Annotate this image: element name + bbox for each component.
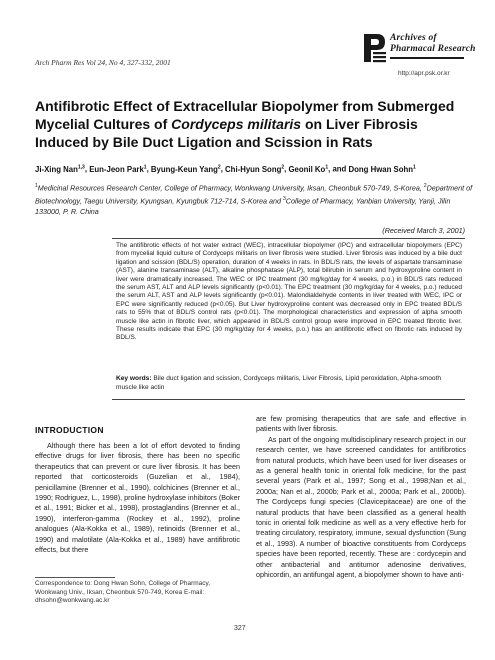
author-3: Byung-Keun Yang$^2$ — [150, 164, 221, 174]
footnote-divider — [35, 577, 115, 578]
affiliations: $^1$Medicinal Resources Research Center, College of Pharmacy, Wonkwang University, Iksan, Cheonbuk 570-749, S-Korea, $^2$Department of Biotechnology, Taegu University, Kyungsan, Kyungbuk 712-714, S-Korea and $^3$College of Pharmacy, Yanbian University, Yanji, Jilin 133000, P. R. China — [35, 183, 473, 216]
section-heading-introduction: INTRODUCTION — [35, 425, 104, 435]
author-5: Geonil Ko$^1$ — [288, 164, 329, 174]
intro-left-column: Although there has been a lot of effort devoted to finding effective drugs for liver fibrosis, there has been no specific therapeutics that can prevent or cure liver fibrosis. It has been reported that corticosteroids (Guzelian et al., 1984), penicillamine (Brenner et al., 1990), colchicines (Brenner et al., 1990; Rodriguez, L., 1998), proline hydroxylase inhibitors (Boker et al., 1991; Bicker et al., 1998), prostaglandins (Brenner et al., 1990), interferon-gamma (Rockey et al., 1992), proline analogues (Ala-Kokka et al., 1989), retinoids (Brenner et al., 1990) and malotilate (Ala-Kokka et al., 1989) have antifibrotic effects, but there — [35, 441, 240, 555]
abstract-text: The antifibrotic effects of hot water extract (WEC), intracellular biopolymer (IPC) and extracellular biopolymers (EPC) from mycelial liquid culture of Cordyceps militaris on liver fibrosis were studied. Liver fibrosis was induced by a bile duct ligation and scission (BDL/S) operation, duration of 4 weeks in rats. In BDL/S rats, the levels of aspartate transaminase (AST), alanine transaminase (ALT), alkaline phosphatase (ALP), total bilirubin in serum and hydroxyproline content in liver were dramatically increased. The WEC or IPC treatment (30 mg/kg/day for 4 weeks, p.o.) in BDL/S rats reduced the serum AST, ALT and ALP levels significantly (p<0.01). The EPC treatment (30 mg/kg/day for 4 weeks, p.o.) reduced the serum ALT, AST and ALP levels significantly (p<0.01). Malondialdehyde contents in liver treated with WEC, IPC or EPC were significantly reduced (p<0.05). But Liver hydroxyproline content was decreased only in EPC treated BDL/S rats to 55% that of BDL/S control rats (p<0.01). The morphological characteristics and expression of alpha smooth muscle like actin in fibrotic liver, which appeared in BDL/S control group were improved in EPC treated fibrotic liver. These results indicate that EPC (30 mg/kg/day for 4 weeks, p.o.) has an antifibrotic effect on fibrotic rats induced by BDL/S. — [116, 242, 462, 342]
author-1: Ji-Xing Nan$^{1,3}$ — [35, 164, 85, 174]
author-4: Chi-Hyun Song$^2$ — [225, 164, 285, 174]
intro-paragraph-1: are few promising therapeutics that are safe and effective in patients with liver fibrosis. — [256, 414, 466, 434]
received-date: (Received March 3, 2001) — [382, 226, 465, 235]
author-6: Dong Hwan Sohn$^1$ — [348, 164, 416, 174]
journal-url: http://apr.psk.or.kr — [398, 70, 450, 77]
journal-logo — [360, 32, 476, 66]
author-2: Eun-Jeon Park$^1$ — [89, 164, 147, 174]
correspondence-footnote: Correspondence to: Dong Hwan Sohn, College of Pharmacy, Wonkwang Univ., Iksan, Cheonbuk 570-749, Korea E-mail: dhsohn@wonkwang.ac.kr — [35, 580, 211, 605]
logo-title-line2: Pharmacal Research — [390, 44, 476, 54]
journal-emblem-icon — [360, 32, 388, 64]
keywords: Key words: Bile duct ligation and scission, Cordyceps militaris, Liver Fibrosis, Lipid peroxidation, Alpha-smooth muscle like actin — [116, 375, 442, 391]
intro-right-column — [256, 414, 466, 581]
logo-divider — [390, 57, 464, 59]
article-title: Antifibrotic Effect of Extracellular Biopolymer from Submerged Mycelial Cultures of Cordyceps militaris on Liver Fibrosis Induced by Bile Duct Ligation and Scission in Rats — [35, 98, 455, 150]
page-number: 327 — [234, 625, 246, 632]
author-list: Ji-Xing Nan$^{1,3}$, Eun-Jeon Park$^1$, Byung-Keun Yang$^2$, Chi-Hyun Song$^2$, Geonil Ko$^1$, and Dong Hwan Sohn$^1$ — [35, 164, 416, 174]
logo-title-line1: Archives of — [390, 33, 437, 43]
journal-citation: Arch Pharm Res Vol 24, No 4, 327-332, 2001 — [35, 58, 171, 67]
intro-paragraph-2: As part of the ongoing multidisciplinary research project in our research center, we have screened candidates for antifibrotics from natural products, which have been used for liver diseases or as a general health tonic in oriental folk medicine, for the past several years (Park et al., 1997; Song et al., 1998;Nan et al., 2000a; Nan et al., 2000b; Park et al., 2000a; Park et al., 2000b). The Cordyceps fungi species (Clavicepitaceae) are one of the natural products that have been classified as a general health tonic in oriental folk medicine as well as a very effective herb for treating circulatory, respiratory, immune, sexual dysfunction (Sung et al., 1993). A number of bioactive constituents from Cordyceps species have been reported, recently. These are : cordycepin and other antibacterial and antitumor adenosine derivatives, ophicordin, an antifungal agent, a biopolymer shown to have anti- — [256, 434, 466, 580]
